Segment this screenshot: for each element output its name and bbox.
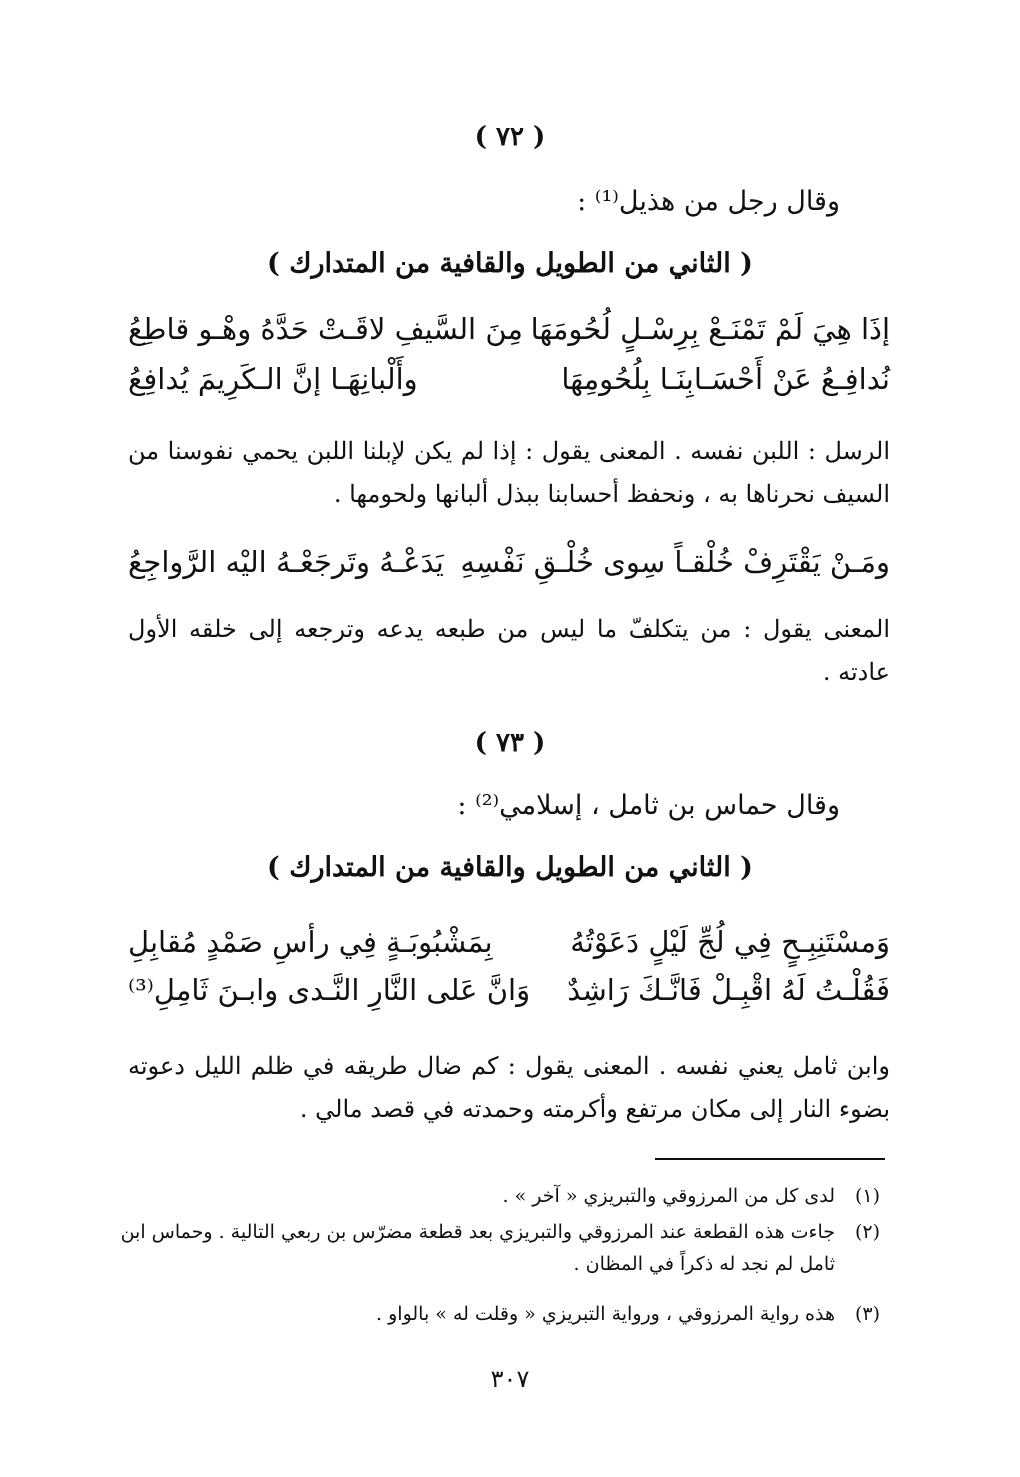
verse-second-hemistich: وَانَّ عَلى النَّارِ النَّـدى وابـنَ ثَامِلِ⁽³⁾ (128, 973, 531, 1007)
poem-73-intro: وقال حماس بن ثامل ، إسلامي⁽²⁾ : (457, 790, 840, 821)
verse-second-hemistich: بِمَشْبُوبَـةٍ فِي رأسِ صَمْدٍ مُقابِلِ (128, 925, 493, 959)
verse-first-hemistich: فَقُلْـتُ لَهُ اقْبِـلْ فَانَّـكَ رَاشِدٌ (567, 973, 890, 1007)
poem-72-commentary-2: المعنى يقول : من يتكلفّ ما ليس من طبعه يدعه وترجعه إلى خلقه الأول عادته . (128, 615, 890, 686)
verse-first-hemistich: وَمسْتَنِبِـحٍ فِي لُجِّ لَيْلٍ دَعَوْتُهُ (570, 925, 890, 959)
footnote-text: جاءت هذه القطعة عند المرزوقي والتبريزي بعد قطعة مضرّس بن ربعي التالية . وحماس ابن ثامل لم نجد له ذكراً في المظان . (120, 1221, 835, 1275)
poem-72-number: ( ٧٢ ) (474, 122, 546, 152)
footnote-separator (655, 1158, 885, 1160)
poem-73-verse-2 (128, 973, 890, 1017)
footnote-text: هذه رواية المرزوقي ، ورواية التبريزي « وقلت له » بالواو . (376, 1303, 835, 1325)
poem-73-verse-1 (128, 925, 890, 969)
footnote-number: (٣) (854, 1303, 880, 1325)
poem-72-commentary-1: الرسل : اللبن نفسه . المعنى يقول : إذا لم يكن لإبلنا اللبن يحمي نفوسنا من السيف نحرناها به ، ونحفظ أحسابنا ببذل ألبانها ولحومها . (128, 437, 890, 508)
poem-73-commentary: وابن ثامل يعني نفسه . المعنى يقول : كم ضال طريقه في ظلم الليل دعوته بضوء النار إلى مكان مرتفع وأكرمته وحمدته في قصد مالي . (128, 1052, 890, 1123)
poem-73-meter: ( الثاني من الطويل والقافية من المتدارك ) (267, 852, 753, 883)
footnote-3 (118, 1298, 880, 1330)
footnote-text: لدى كل من المرزوقي والتبريزي « آخر » . (502, 1185, 835, 1207)
verse-first-hemistich: إذَا هِيَ لَمْ تَمْنَـعْ بِرِسْـلٍ لُحُومَهَا (530, 312, 890, 346)
verse-second-hemistich: يَدَعْـهُ وتَرجَعْـهُ اليْه الرَّواجِعُ (128, 545, 444, 579)
footnote-number: (٢) (854, 1221, 880, 1243)
poem-73-number: ( ٧٣ ) (474, 728, 546, 758)
verse-second-hemistich: مِنَ السَّيفِ لاقَـتْ حَدَّهُ وهْـو قاطِعُ (128, 312, 523, 346)
poem-72-verse-2 (128, 362, 890, 406)
page-number: ٣٠٧ (490, 1365, 530, 1393)
footnote-2 (118, 1216, 880, 1280)
poem-72-verse-1 (128, 312, 890, 356)
verse-first-hemistich: ومَـنْ يَقْتَرِفْ خُلْقـاً سِوى خُلْـقِ نَفْسِهِ (460, 545, 890, 579)
verse-second-hemistich: وأَلْبانِهَـا إنَّ الـكَرِيمَ يُدافِعُ (128, 362, 418, 396)
poem-72-intro: وقال رجل من هذيل⁽¹⁾ : (577, 186, 840, 217)
poem-72-meter: ( الثاني من الطويل والقافية من المتدارك ) (267, 248, 753, 279)
footnote-1 (118, 1180, 880, 1212)
verse-first-hemistich: نُدافِـعُ عَنْ أَحْسَـابِنَـا بِلُحُومِهَا (561, 362, 890, 396)
footnote-number: (١) (854, 1185, 880, 1207)
poem-72-verse-3 (128, 545, 890, 589)
